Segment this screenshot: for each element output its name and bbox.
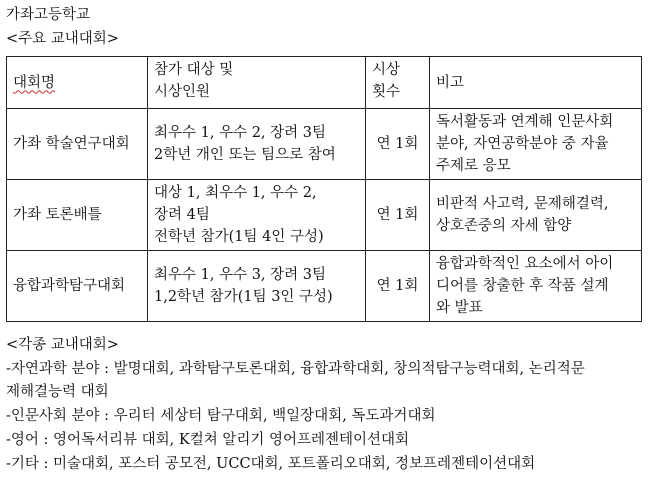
row-note-line: 비판적 사고력, 문제해결력, <box>436 196 609 212</box>
row-count <box>366 109 430 180</box>
row-note-line: 독서활동과 연계해 인문사회 <box>436 114 614 130</box>
row-name-text: 융합과학탐구대회 <box>13 278 126 294</box>
row-note-line: 디어를 창출한 후 작품 설계 <box>436 278 609 294</box>
header-count-line: 횟수 <box>372 84 401 100</box>
row-note-line: 분야, 자연공학분야 중 자율 <box>436 136 609 152</box>
row-target <box>148 251 366 322</box>
row-note <box>430 180 642 251</box>
header-note <box>430 57 642 109</box>
row-count-text: 연 1회 <box>376 136 419 152</box>
row-count <box>366 251 430 322</box>
header-name-label: 대회명 <box>13 74 56 91</box>
row-target-line: 최우수 1, 우수 3, 장려 3팀 <box>154 267 326 283</box>
row-name <box>7 109 148 180</box>
row-target <box>148 180 366 251</box>
table-row <box>7 180 642 251</box>
header-count-line: 시상 <box>372 62 401 78</box>
row-note <box>430 251 642 322</box>
row-target-line: 1,2학년 참가(1팀 3인 구성) <box>154 289 333 305</box>
main-section-title: <주요 교내대회> <box>6 31 119 47</box>
row-note-line: 융합과학적인 요소에서 아이 <box>436 256 614 272</box>
row-note-line: 주제로 응모 <box>436 158 511 174</box>
row-target-line: 최우수 1, 우수 2, 장려 3팀 <box>154 125 326 141</box>
contest-table <box>6 56 642 322</box>
row-target-line: 2학년 개인 또는 팀으로 참여 <box>154 147 336 163</box>
row-count-text: 연 1회 <box>376 278 419 294</box>
row-name-text: 가좌 학술연구대회 <box>13 136 130 152</box>
row-target-line: 장려 4팀 <box>154 207 210 223</box>
row-note-line: 상호존중의 자세 함양 <box>436 218 572 234</box>
header-count <box>366 57 430 109</box>
other-contest-line: -자연과학 분야 : 발명대회, 과학탐구토론대회, 융합과학대회, 창의적탐구능력대회, 논리적문 <box>6 361 585 377</box>
row-target <box>148 109 366 180</box>
row-target-line: 대상 1, 최우수 1, 우수 2, <box>154 185 317 201</box>
row-name <box>7 180 148 251</box>
row-count <box>366 180 430 251</box>
other-contest-line: -영어 : 영어독서리뷰 대회, K컬쳐 알리기 영어프레젠테이션대회 <box>6 432 410 448</box>
header-target-line: 참가 대상 및 <box>154 62 234 78</box>
row-note-line: 와 발표 <box>436 300 483 316</box>
header-note-label: 비고 <box>436 74 465 91</box>
row-name <box>7 251 148 322</box>
other-contest-line: -인문사회 분야 : 우리터 세상터 탐구대회, 백일장대회, 독도과거대회 <box>6 408 436 424</box>
row-target-line: 전학년 참가(1팀 4인 구성) <box>154 229 324 245</box>
row-count-text: 연 1회 <box>376 207 419 223</box>
header-name <box>7 57 148 109</box>
other-section-title: <각종 교내대회> <box>6 337 119 353</box>
school-name: 가좌고등학교 <box>6 7 91 23</box>
header-target <box>148 57 366 109</box>
table-row <box>7 109 642 180</box>
other-contest-line: 제해결능력 대회 <box>6 384 109 400</box>
header-target-line: 시상인원 <box>154 84 211 100</box>
table-row <box>7 251 642 322</box>
table-header-row <box>7 57 642 109</box>
row-name-text: 가좌 토론배틀 <box>13 207 102 223</box>
other-contest-line: -기타 : 미술대회, 포스터 공모전, UCC대회, 포트폴리오대회, 정보프레젠테이션대회 <box>6 456 536 472</box>
row-note <box>430 109 642 180</box>
